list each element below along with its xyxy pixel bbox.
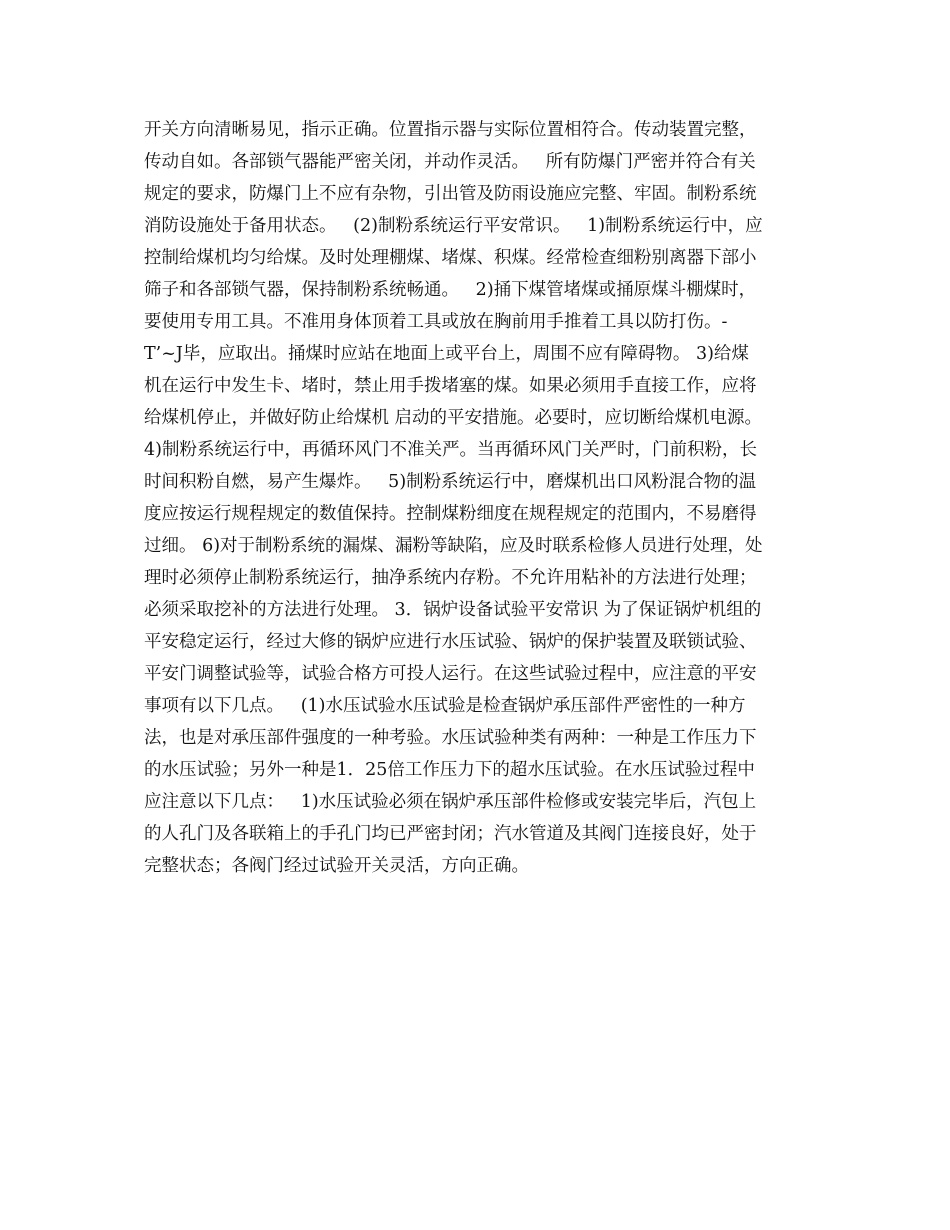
body-text xyxy=(144,114,814,882)
text-line: 传动自如。各部锁气器能严密关闭，并动作灵活。 所有防爆门严密并符合有关 xyxy=(144,152,756,172)
text-line: 要使用专用工具。不准用身体顶着工具或放在胸前用手推着工具以防打伤。- xyxy=(144,312,728,332)
text-line: 控制给煤机均匀给煤。及时处理棚煤、堵煤、积煤。经常检查细粉别离器下部小 xyxy=(144,248,757,268)
text-line: 过细。 6)对于制粉系统的漏煤、漏粉等缺陷，应及时联系检修人员进行处理，处 xyxy=(144,536,763,556)
text-line: 机在运行中发生卡、堵时，禁止用手拨堵塞的煤。如果必须用手直接工作，应将 xyxy=(144,376,757,396)
text-line: 给煤机停止，并做好防止给煤机 启动的平安措施。必要时，应切断给煤机电源。 xyxy=(144,408,763,428)
text-line: 法，也是对承压部件强度的一种考验。水压试验种类有两种：一种是工作压力下 xyxy=(144,728,757,748)
text-line: 消防设施处于备用状态。 (2)制粉系统运行平安常识。 1)制粉系统运行中，应 xyxy=(144,216,763,236)
text-line: T’~J毕，应取出。捅煤时应站在地面上或平台上，周围不应有障碍物。 3)给煤 xyxy=(144,344,749,364)
text-line: 平安稳定运行，经过大修的锅炉应进行水压试验、锅炉的保护装置及联锁试验、 xyxy=(144,632,757,652)
text-line: 事项有以下几点。 (1)水压试验水压试验是检查锅炉承压部件严密性的一种方 xyxy=(144,696,746,716)
text-line: 必须采取挖补的方法进行处理。 3．锅炉设备试验平安常识 为了保证锅炉机组的 xyxy=(144,600,762,620)
text-line: 的水压试验；另外一种是1．25倍工作压力下的超水压试验。在水压试验过程中 xyxy=(144,760,755,780)
text-line: 平安门调整试验等，试验合格方可投人运行。在这些试验过程中，应注意的平安 xyxy=(144,664,757,684)
text-line: 开关方向清晰易见，指示正确。位置指示器与实际位置相符合。传动装置完整， xyxy=(144,120,757,140)
text-line: 的人孔门及各联箱上的手孔门均已严密封闭；汽水管道及其阀门连接良好，处于 xyxy=(144,824,757,844)
text-line: 度应按运行规程规定的数值保持。控制煤粉细度在规程规定的范围内，不易磨得 xyxy=(144,504,757,524)
text-line: 筛子和各部锁气器，保持制粉系统畅通。 2)捅下煤管堵煤或捅原煤斗棚煤时， xyxy=(144,280,757,300)
text-line: 规定的要求，防爆门上不应有杂物，引出管及防雨设施应完整、牢固。制粉系统 xyxy=(144,184,757,204)
text-line: 应注意以下几点： 1)水压试验必须在锅炉承压部件检修或安装完毕后，汽包上 xyxy=(144,792,757,812)
text-line: 完整状态；各阀门经过试验开关灵活，方向正确。 xyxy=(144,856,529,876)
text-line: 时间积粉自燃，易产生爆炸。 5)制粉系统运行中，磨煤机出口风粉混合物的温 xyxy=(144,472,757,492)
text-line: 4)制粉系统运行中，再循环风门不准关严。当再循环风门关严时，门前积粉，长 xyxy=(144,440,757,460)
text-line: 理时必须停止制粉系统运行，抽净系统内存粉。不允许用粘补的方法进行处理； xyxy=(144,568,757,588)
